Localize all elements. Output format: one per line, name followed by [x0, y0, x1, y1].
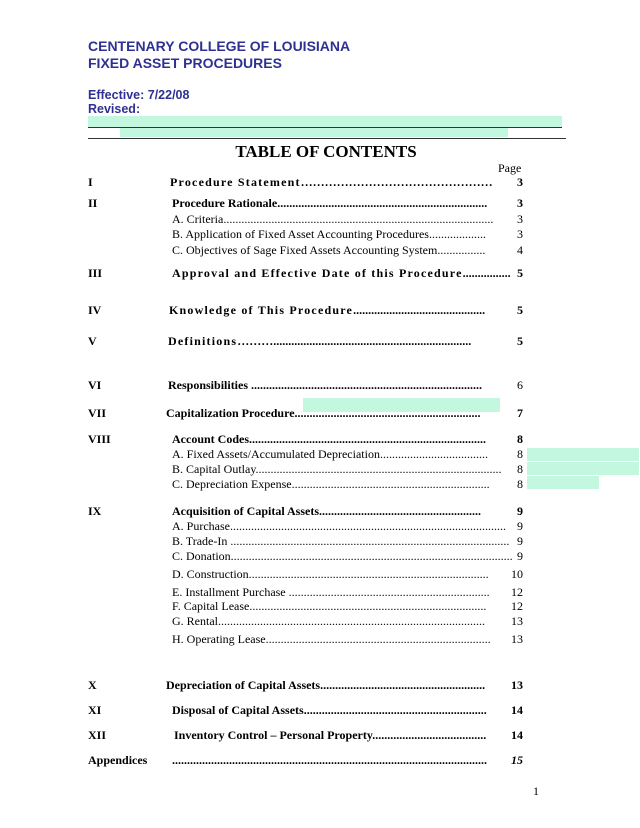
toc-entry[interactable]: I Procedure Statement………………………………………… 3 [88, 175, 523, 189]
divider-rule [88, 138, 566, 139]
toc-subentry[interactable]: H. Operating Lease........................................................................... 13 [172, 632, 523, 646]
toc-subentry[interactable]: B. Capital Outlay.................................................................................. 8 [172, 462, 523, 476]
toc-entry[interactable]: V Definitions……….................................................................. 5 [88, 334, 523, 348]
toc-subentry[interactable]: A. Purchase............................................................................................ 9 [172, 519, 523, 533]
page-number: 1 [533, 784, 539, 798]
toc-subentry[interactable]: A. Criteria.......................................................................................... 3 [172, 212, 523, 226]
toc-entry[interactable]: XI Disposal of Capital Assets............................................................. 14 [88, 703, 523, 717]
toc-entry[interactable]: X Depreciation of Capital Assets....................................................... 13 [88, 678, 523, 692]
toc-title: TABLE OF CONTENTS [235, 142, 417, 161]
toc-subentry[interactable]: D. Construction................................................................................ 10 [172, 567, 523, 581]
toc-subentry[interactable]: A. Fixed Assets/Accumulated Depreciation.................................... 8 [172, 447, 523, 461]
highlight-band [88, 116, 562, 127]
toc-subentry[interactable]: G. Rental......................................................................................... 13 [172, 614, 523, 628]
toc-subentry[interactable]: B. Application of Fixed Asset Accounting Procedures................... 3 [172, 227, 523, 241]
toc-entry[interactable]: VII Capitalization Procedure.............................................................. 7 [88, 406, 523, 420]
page-column-header: Page [498, 161, 522, 175]
toc-entry[interactable]: IV Knowledge of This Procedure............................................ 5 [88, 303, 523, 317]
effective-date: Effective: 7/22/08 [88, 88, 190, 102]
toc-subentry[interactable]: E. Installment Purchase ................................................................... 12 [172, 585, 523, 599]
toc-entry[interactable]: II Procedure Rationale...................................................................... 3 [88, 196, 523, 210]
toc-entry[interactable]: III Approval and Effective Date of this Procedure................ 5 [88, 266, 523, 280]
toc-entry[interactable]: VIII Account Codes............................................................................... 8 [88, 432, 523, 446]
toc-entry[interactable]: XII Inventory Control – Personal Property...................................... 14 [88, 728, 523, 742]
revised-date: Revised: [88, 102, 141, 116]
highlight-band [120, 128, 508, 137]
toc-entry[interactable]: VI Responsibilities ............................................................................. 6 [88, 378, 523, 392]
toc-subentry[interactable]: C. Objectives of Sage Fixed Assets Accounting System................ 4 [172, 243, 523, 257]
toc-subentry[interactable]: F. Capital Lease............................................................................... 12 [172, 599, 523, 613]
toc-entry[interactable]: IX Acquisition of Capital Assets...................................................... 9 [88, 504, 523, 518]
toc-subentry[interactable]: B. Trade-In ............................................................................................. 9 [172, 534, 523, 548]
toc-subentry[interactable]: C. Depreciation Expense.................................................................. 8 [172, 477, 523, 491]
document-title: FIXED ASSET PROCEDURES [88, 55, 282, 71]
toc-entry[interactable]: Appendices ......................................................................................................... 15 [88, 753, 523, 767]
college-name: CENTENARY COLLEGE OF LOUISIANA [88, 38, 351, 54]
toc-subentry[interactable]: C. Donation.............................................................................................. 9 [172, 549, 523, 563]
